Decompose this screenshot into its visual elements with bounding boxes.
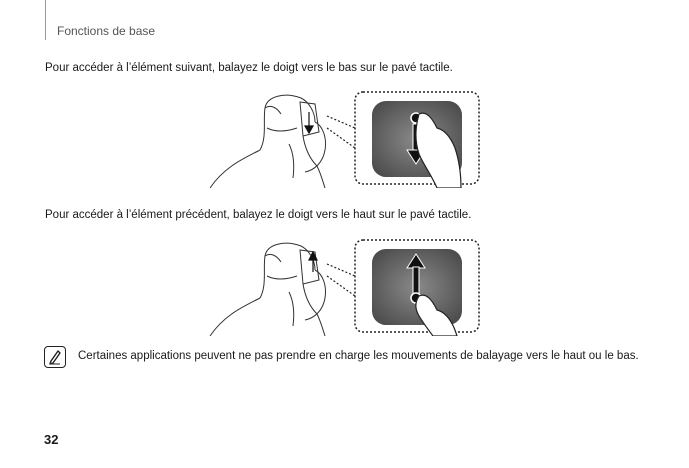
header-rule [45,0,46,40]
user-with-headset-illustration [210,243,326,336]
swipe-up-illustration [205,236,485,336]
swipe-down-illustration [205,88,485,188]
instruction-swipe-down: Pour accéder à l’élément suivant, balayez le doigt vers le bas sur le pavé tactile. [45,62,453,74]
swipe-down-arrow-icon [305,112,313,133]
instruction-swipe-up: Pour accéder à l’élément précédent, balayez le doigt vers le haut sur le pavé tactile. [45,209,472,221]
page-number: 32 [44,432,59,447]
note-text: Certaines applications peuvent ne pas prendre en charge les mouvements de balayage vers le haut ou le bas. [78,350,639,362]
note-pencil-icon [44,346,66,368]
user-with-headset-illustration [210,95,326,188]
section-title: Fonctions de base [57,24,156,38]
